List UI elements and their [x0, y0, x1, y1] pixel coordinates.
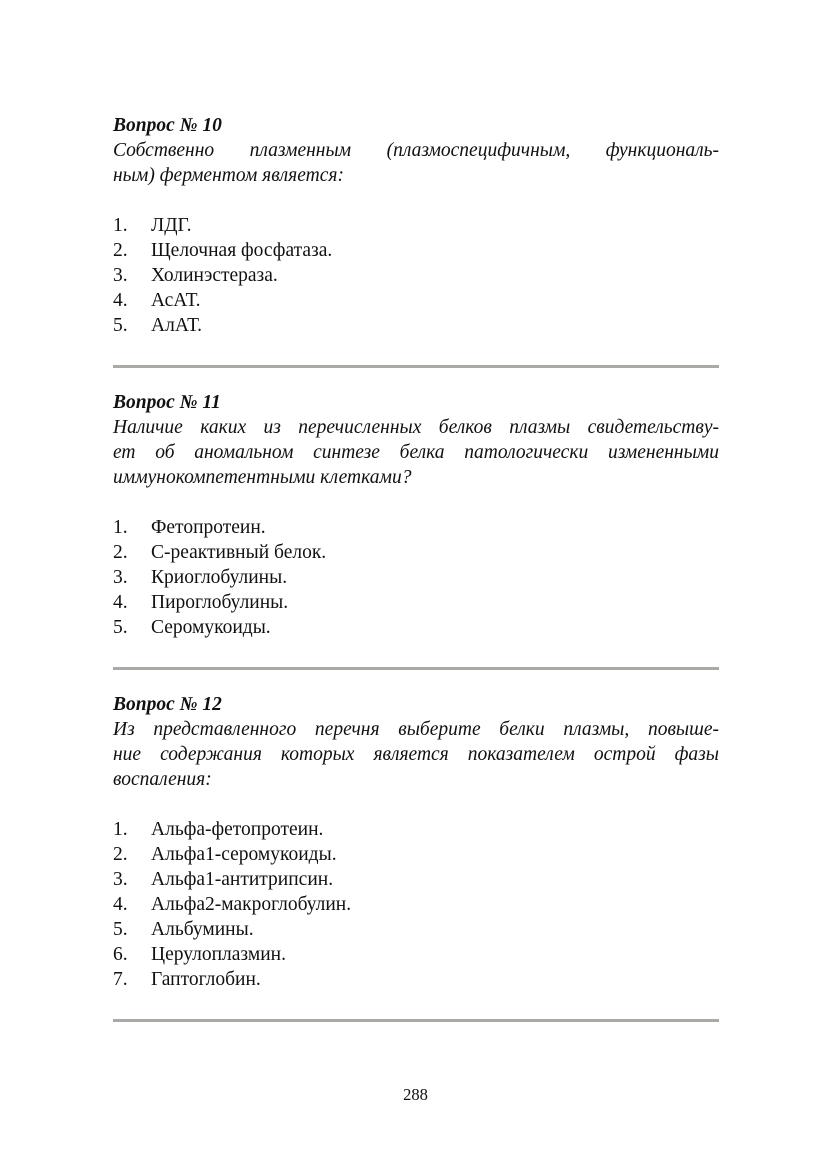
option-label: Щелочная фосфатаза. [151, 240, 333, 261]
option-label: АлАТ. [151, 315, 203, 336]
option-label: Фетопротеин. [151, 517, 266, 538]
option-label: АсАТ. [151, 290, 201, 311]
answer-option [113, 540, 719, 565]
option-number: 5. [113, 617, 128, 638]
page-content [113, 113, 719, 1044]
option-label: Серомукоиды. [151, 617, 271, 638]
option-label: Альбумины. [151, 919, 254, 940]
page-number: 288 [403, 1085, 428, 1104]
answer-option [113, 942, 719, 967]
question-text-line: ным) ферментом является: [113, 165, 344, 186]
answer-option [113, 917, 719, 942]
answer-option [113, 892, 719, 917]
answer-option [113, 515, 719, 540]
option-label: С-реактивный белок. [151, 542, 327, 563]
question-text [113, 138, 719, 188]
answer-option [113, 967, 719, 992]
option-label: Альфа-фетопротеин. [151, 819, 324, 840]
answer-option [113, 565, 719, 590]
option-number: 3. [113, 265, 128, 286]
question-title: Вопрос № 11 [113, 392, 221, 413]
question-text-line: иммунокомпетентными клетками? [113, 467, 412, 488]
question-text-line: Из представленного перечня выберите белки плазмы, повыше- [113, 719, 719, 740]
answer-option [113, 313, 719, 338]
answer-option [113, 263, 719, 288]
option-label: Холинэстераза. [151, 265, 278, 286]
question-text-line: ет об аномальном синтезе белка патологически измененными [113, 442, 719, 463]
question-title: Вопрос № 12 [113, 694, 222, 715]
option-number: 3. [113, 567, 128, 588]
option-label: Церулоплазмин. [151, 944, 286, 965]
answer-option [113, 817, 719, 842]
option-number: 2. [113, 844, 128, 865]
option-label: Альфа1-серомукоиды. [151, 844, 337, 865]
option-number: 4. [113, 290, 128, 311]
answer-option [113, 288, 719, 313]
option-number: 2. [113, 240, 128, 261]
question-text-line: Собственно плазменным (плазмоспецифичным, функциональ- [113, 140, 719, 161]
option-number: 6. [113, 944, 128, 965]
question-title: Вопрос № 10 [113, 115, 222, 136]
option-number: 3. [113, 869, 128, 890]
question-11 [113, 390, 719, 670]
option-number: 4. [113, 592, 128, 613]
answer-options [113, 515, 719, 640]
answer-option [113, 615, 719, 640]
section-divider [113, 365, 719, 368]
question-12 [113, 692, 719, 1022]
option-number: 5. [113, 315, 128, 336]
answer-options [113, 817, 719, 992]
answer-options [113, 213, 719, 338]
answer-option [113, 238, 719, 263]
option-label: Криоглобулины. [151, 567, 288, 588]
section-divider [113, 1019, 719, 1022]
option-number: 1. [113, 819, 128, 840]
question-10 [113, 113, 719, 368]
option-number: 7. [113, 969, 128, 990]
question-text [113, 717, 719, 792]
option-number: 2. [113, 542, 128, 563]
answer-option [113, 590, 719, 615]
option-number: 4. [113, 894, 128, 915]
answer-option [113, 867, 719, 892]
option-label: Гаптоглобин. [151, 969, 261, 990]
answer-option [113, 842, 719, 867]
question-text-line: воспаления: [113, 769, 212, 790]
section-divider [113, 667, 719, 670]
question-text [113, 415, 719, 490]
option-label: Альфа1-антитрипсин. [151, 869, 334, 890]
option-number: 5. [113, 919, 128, 940]
answer-option [113, 213, 719, 238]
option-label: Альфа2-макроглобулин. [151, 894, 352, 915]
question-text-line: ние содержания которых является показателем острой фазы [113, 744, 719, 765]
option-number: 1. [113, 517, 128, 538]
question-text-line: Наличие каких из перечисленных белков плазмы свидетельству- [113, 417, 719, 438]
option-label: Пироглобулины. [151, 592, 289, 613]
option-number: 1. [113, 215, 128, 236]
option-label: ЛДГ. [151, 215, 192, 236]
